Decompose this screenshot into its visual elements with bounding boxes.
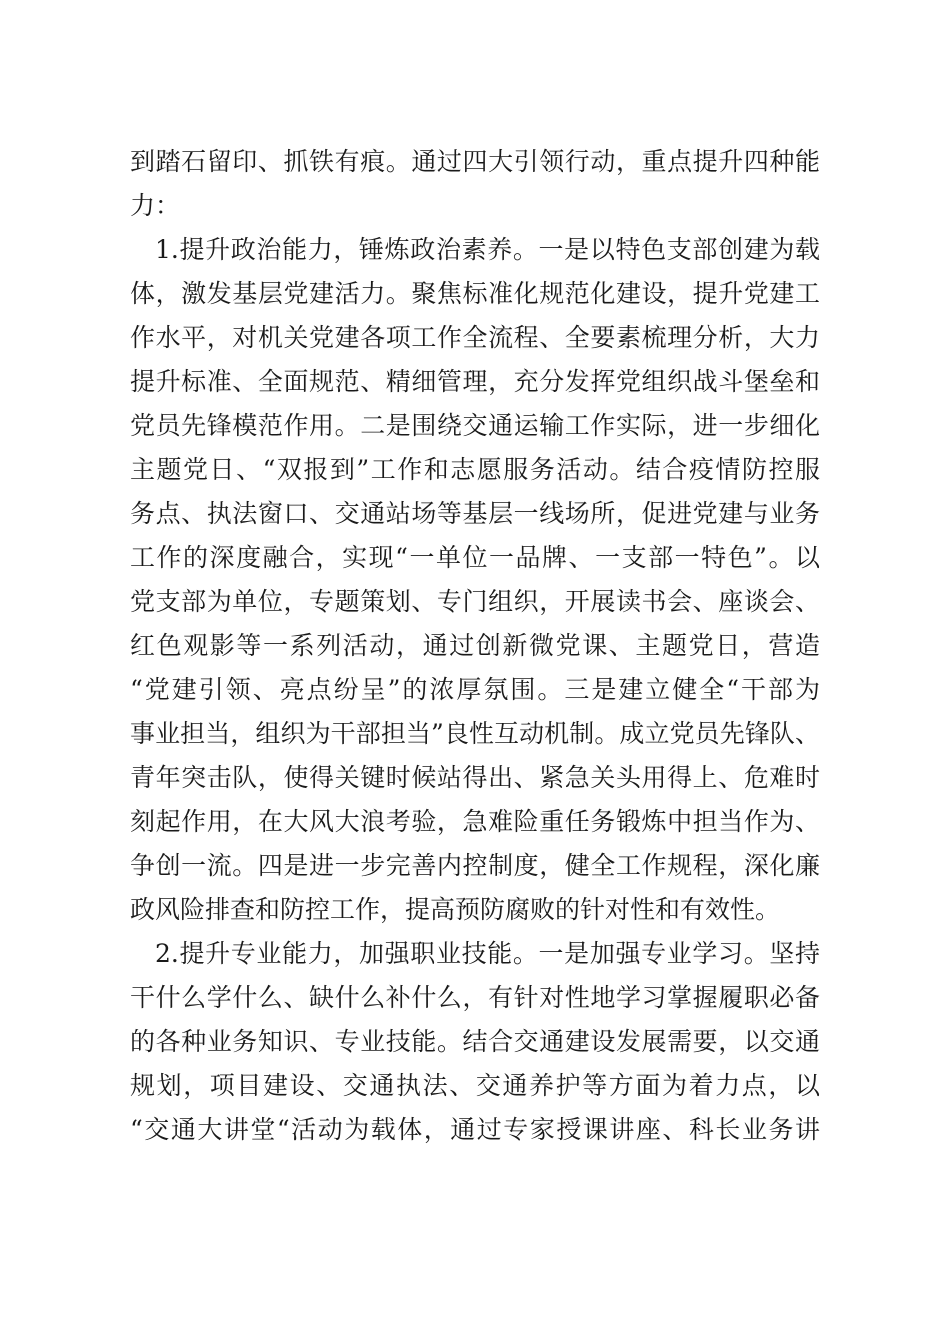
text-line-15: 青年突击队，使得关键时候站得出、紧急关头用得上、危难时 xyxy=(130,763,820,792)
text-line-9: 务点、执法窗口、交通站场等基层一线场所，促进党建与业务 xyxy=(130,499,820,528)
text-line-14: 事业担当，组织为干部担当”良性互动机制。成立党员先锋队、 xyxy=(130,719,820,748)
text-line-10: 工作的深度融合，实现“一单位一品牌、一支部一特色”。以 xyxy=(130,543,820,572)
text-line-11: 党支部为单位，专题策划、专门组织，开展读书会、座谈会、 xyxy=(130,587,820,616)
section-heading-1: 1.提升政治能力，锤炼政治素养。一是以特色支部创建为载 xyxy=(155,235,820,264)
text-line-21: 的各种业务知识、专业技能。结合交通建设发展需要，以交通 xyxy=(130,1027,820,1056)
text-line-13: “党建引领、亮点纷呈”的浓厚氛围。三是建立健全“干部为 xyxy=(130,675,820,704)
text-line-16: 刻起作用，在大风大浪考验，急难险重任务锻炼中担当作为、 xyxy=(130,807,820,836)
text-line-17: 争创一流。四是进一步完善内控制度，健全工作规程，深化廉 xyxy=(130,851,820,880)
text-line-8: 主题党日、“双报到”工作和志愿服务活动。结合疫情防控服 xyxy=(130,455,820,484)
text-line-5: 作水平，对机关党建各项工作全流程、全要素梳理分析，大力 xyxy=(130,323,820,352)
text-line-22: 规划，项目建设、交通执法、交通养护等方面为着力点，以 xyxy=(130,1071,820,1100)
text-line-6: 提升标准、全面规范、精细管理，充分发挥党组织战斗堡垒和 xyxy=(130,367,820,396)
text-line-7: 党员先锋模范作用。二是围绕交通运输工作实际，进一步细化 xyxy=(130,411,820,440)
text-line-20: 干什么学什么、缺什么补什么，有针对性地学习掌握履职必备 xyxy=(130,983,820,1012)
text-line-2: 力： xyxy=(130,191,181,220)
text-line-1: 到踏石留印、抓铁有痕。通过四大引领行动，重点提升四种能 xyxy=(130,147,820,176)
text-line-4: 体，激发基层党建活力。聚焦标准化规范化建设，提升党建工 xyxy=(130,279,820,308)
text-line-18: 政风险排查和防控工作，提高预防腐败的针对性和有效性。 xyxy=(130,895,781,924)
text-line-12: 红色观影等一系列活动，通过创新微党课、主题党日，营造 xyxy=(130,631,820,660)
text-line-23: “交通大讲堂“活动为载体，通过专家授课讲座、科长业务讲 xyxy=(130,1115,820,1144)
section-heading-2: 2.提升专业能力，加强职业技能。一是加强专业学习。坚持 xyxy=(155,939,820,968)
